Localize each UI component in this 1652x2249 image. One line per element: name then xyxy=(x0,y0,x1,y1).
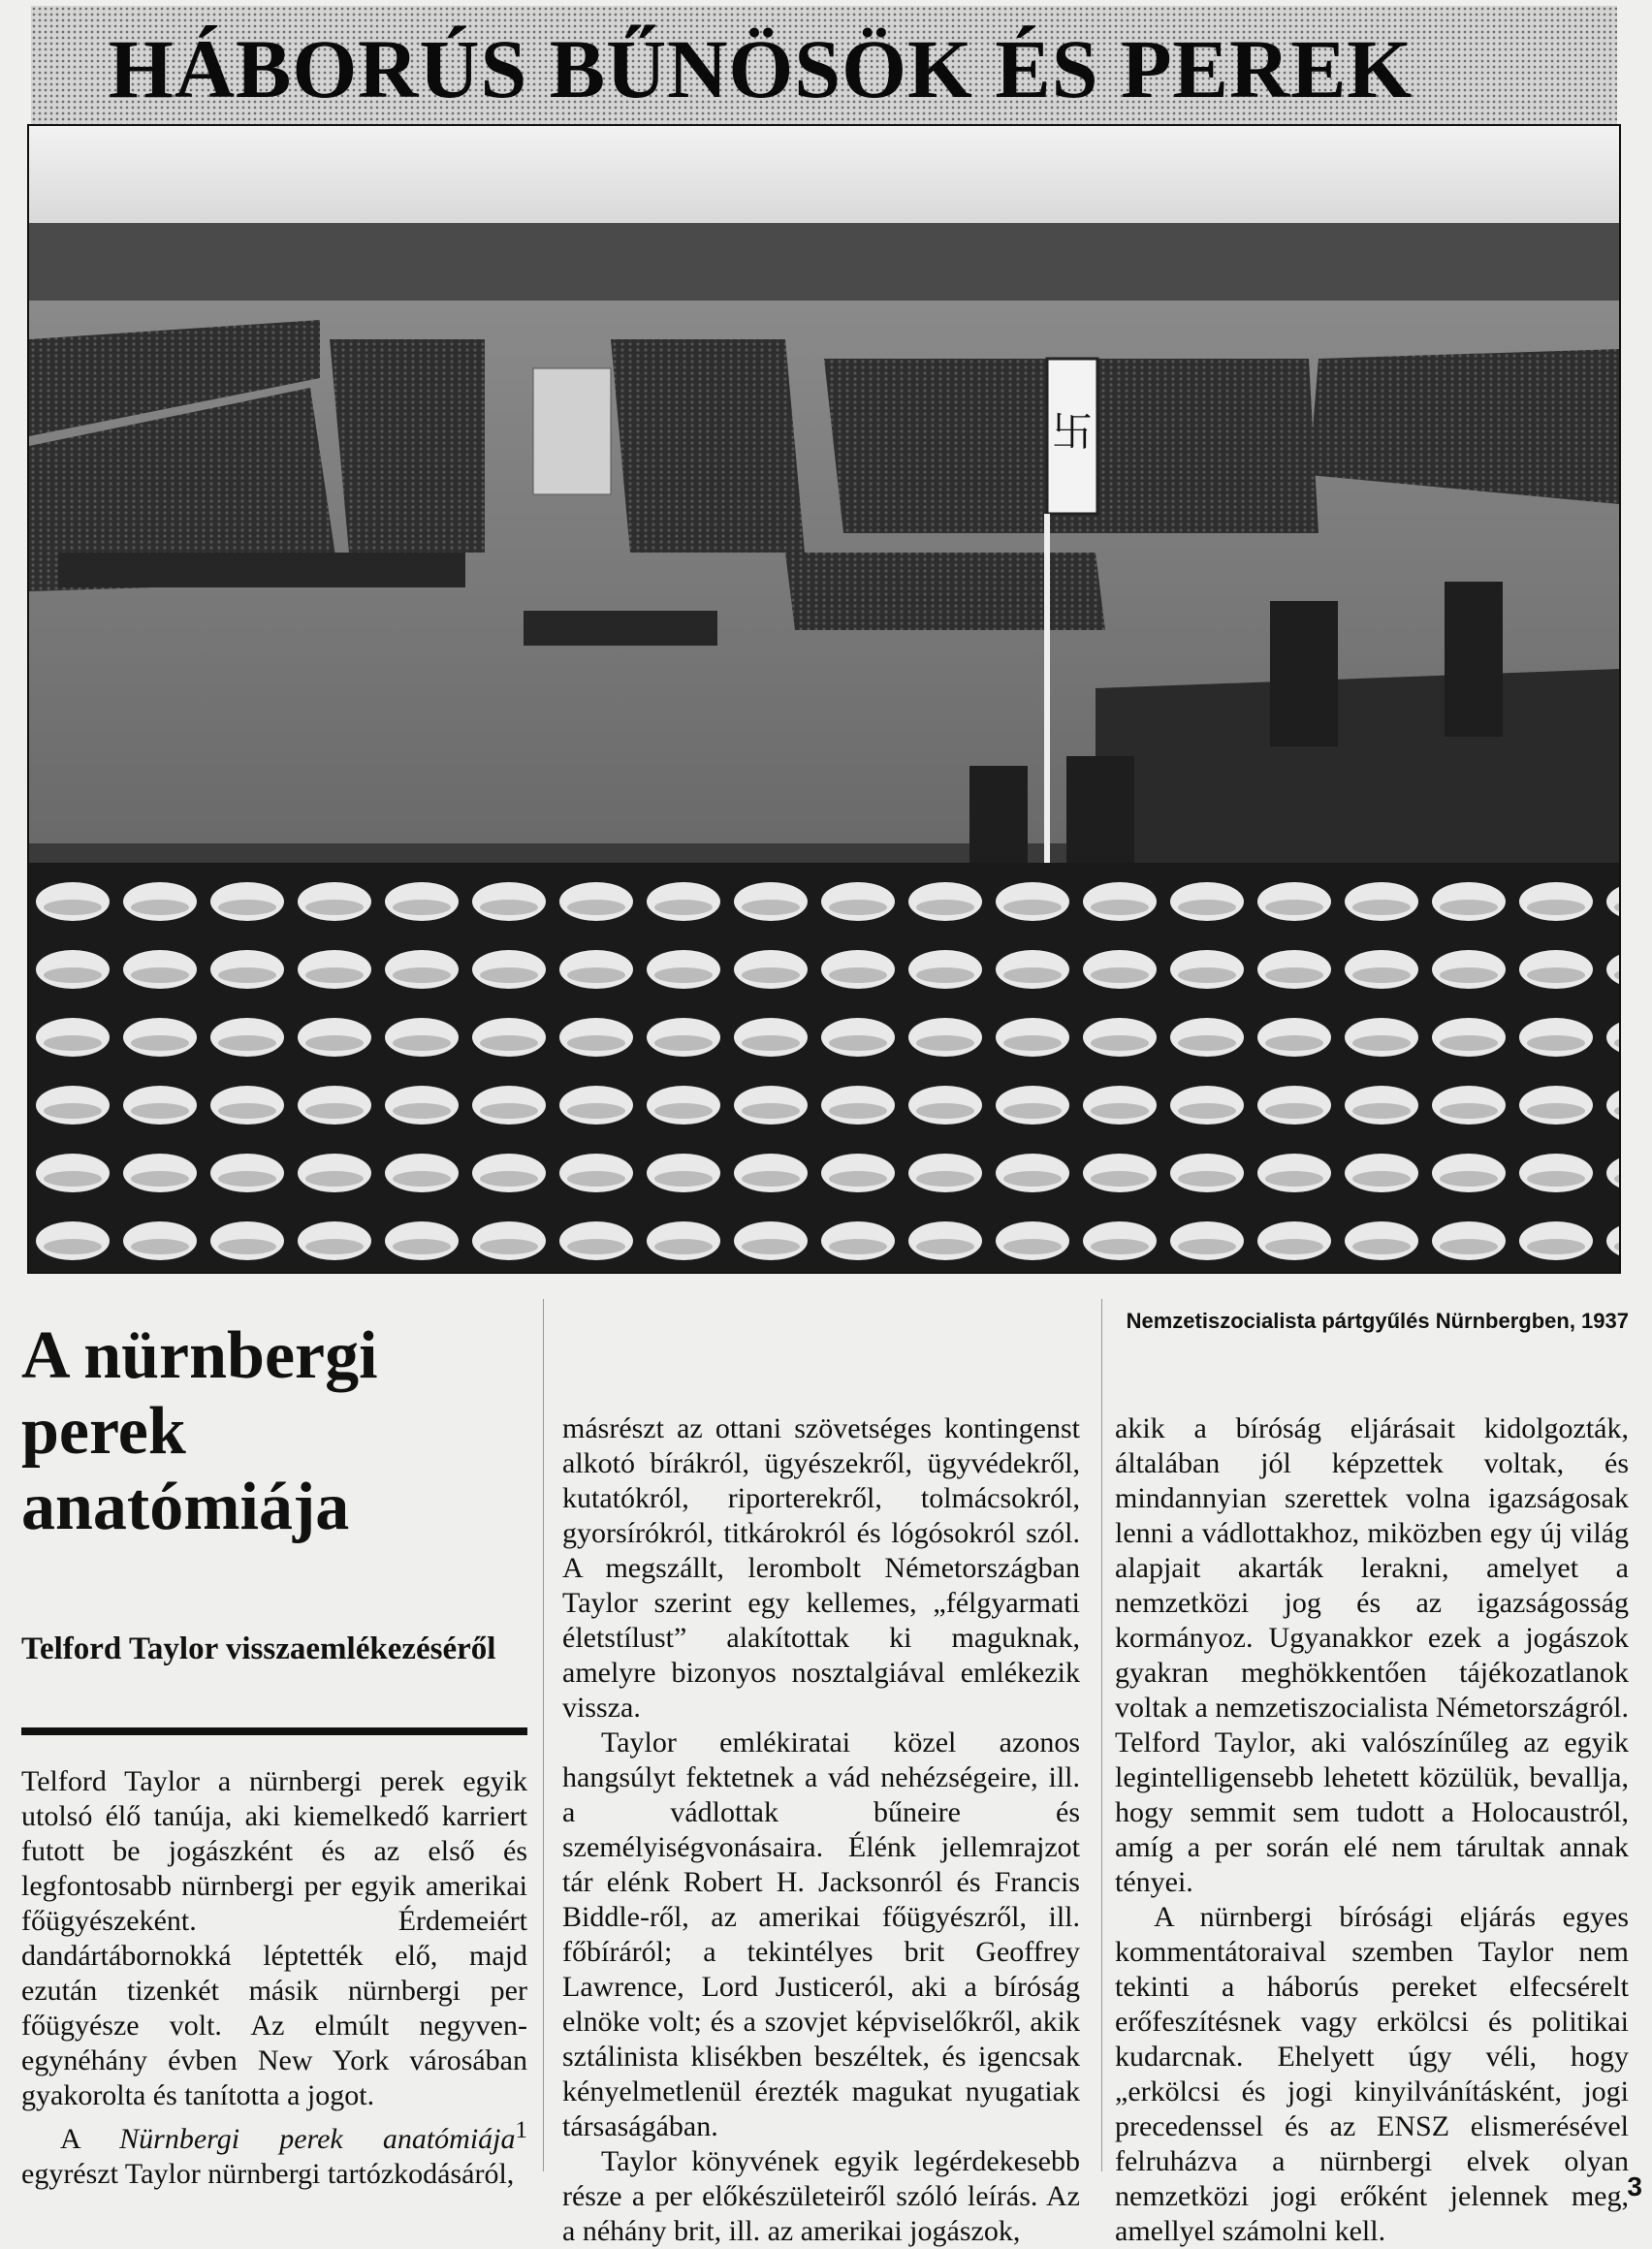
svg-text:卐: 卐 xyxy=(1051,411,1094,456)
column-divider xyxy=(543,1299,544,2171)
column-3-paragraph-2: A nürnbergi bírósági eljárás egyes kommentátoraival szemben Taylor nem tekinti a háborús pereket elfecsérelt erőfeszítésnek vagy erkölcsi és politikai kudarcnak. Ehelyett úgy véli, hogy „erkölcsi és jogi kinyilvánításként, jogi precedenssel és az ENSZ elismerésével felruházva a nürnbergi elvek olyan nemzetközi jogi erőként jelennek meg, amellyel számolni kell. xyxy=(1115,1901,1629,2247)
section-header-band xyxy=(31,6,1617,133)
book-title: Nürnbergi perek anatómiája xyxy=(119,2123,516,2155)
article-column-2 xyxy=(562,1411,1080,2249)
column-2-paragraph-3: Taylor könyvének egyik legérdekesebb része a per előkészületeiről szóló leírás. Az a néhány brit, ill. az amerikai jogászok, xyxy=(562,2145,1080,2247)
photo-caption: Nemzetiszocialista pártgyűlés Nürnbergben, 1937 xyxy=(1126,1309,1629,1333)
article-column-1 xyxy=(21,1764,527,2192)
page-number: 3 xyxy=(1627,2171,1642,2201)
article-column-3 xyxy=(1115,1411,1629,2249)
column-3-paragraph-1: akik a bíróság eljárásait kidolgozták, általában jól képzettek voltak, és mindannyian szerettek volna igazságosak lenni a vádlottakhoz, miközben egy új világ alapjait akarták lerakni, amelyet a nemzetközi jog és az igazságosság kormányoz. Ugyanakkor ezek a jogászok gyakran meghökkentően tájékozatlanok voltak a nemzetiszocialista Németországról. Telford Taylor, aki valószínűleg az egyik legintelligensebb lehetett közülük, bevallja, hogy semmit sem tudott a Holocaustról, amíg a per során elé nem tárultak annak tényei. xyxy=(1115,1412,1629,1898)
column-1-paragraph-2-lead: A xyxy=(60,2123,120,2155)
article-headline: A nürnbergi perek anatómiája xyxy=(21,1318,378,1544)
rally-photograph xyxy=(27,124,1621,1274)
article-subhead: Telford Taylor visszaemlékezéséről xyxy=(21,1631,496,1666)
column-2-paragraph-2: Taylor emlékiratai közel azonos hangsúlyt fektetnek a vád nehézségeire, ill. a vádlottak bűneire és személyiségvonásaira. Élénk jellemrajzot tár elénk Robert H. Jacksonról és Francis Biddle-ről, az amerikai főügyészről, ill. főbíráról; a tekintélyes brit Geoffrey Lawrence, Lord Justiceról, aki a bíróság elnöke volt; és a szovjet képviselőkről, akik sztálinista klisékben beszéltek, és igencsak kényelmetlenül érezték magukat nyugatiak társaságában. xyxy=(562,1726,1080,2142)
footnote-marker: 1 xyxy=(515,2117,528,2143)
headline-rule xyxy=(21,1727,527,1735)
rally-photo-illustration xyxy=(29,126,1619,1272)
column-1-paragraph-2-rest: egyrészt Taylor nürnbergi tartózkodásáról, xyxy=(21,2158,515,2190)
column-divider xyxy=(1101,1299,1102,2171)
column-1-paragraph-2 xyxy=(21,2113,527,2192)
column-1-paragraph-1: Telford Taylor a nürnbergi perek egyik utolsó élő tanúja, aki kiemelkedő karriert futott be jogászként és az első és legfontosabb nürnbergi per egyik amerikai főügyészeként. Érdemeiért dandártábornokká léptették elő, majd ezután tizenkét másik nürnbergi per főügyésze volt. Az elmúlt negyven-egynéhány évben New York városában gyakorolta és tanította a jogot. xyxy=(21,1765,527,2111)
section-title: HÁBORÚS BŰNÖSÖK ÉS PEREK xyxy=(109,22,1414,115)
column-2-paragraph-1: másrészt az ottani szövetséges kontingenst alkotó bírákról, ügyészekről, ügyvédekről, kutatókról, riporterekről, tolmácsokról, gyorsírókról, titkárokról és lógósokról szól. A megszállt, lerombolt Németországban Taylor szerint egy kellemes, „félgyarmati életstílust” alakítottak ki maguknak, amelyre bizonyos nosztalgiával emlékezik vissza. xyxy=(562,1412,1080,1724)
